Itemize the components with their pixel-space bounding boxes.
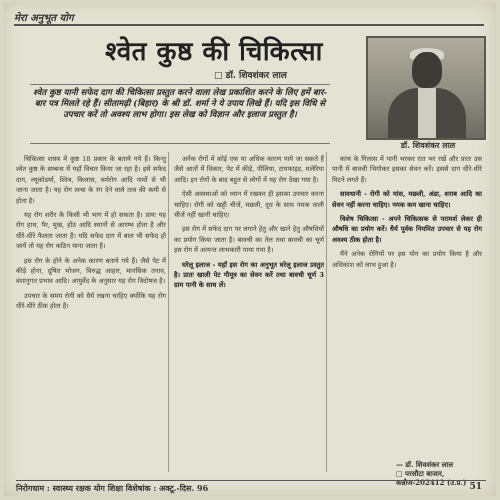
magazine-page [4,2,496,496]
page-footer: निरोगधाम : स्वास्थ्य रक्षक योग शिक्षा विशेषांक : अक्टू.-दिस. 96 [16,480,486,494]
paragraph: चिकित्सा शास्त्र में कुष्ठ 18 प्रकार के बताये गये हैं। किन्तु श्वेत कुष्ठ के सम्बन्ध में यहाँ विचार किया जा रहा है। इसे सफेद दाग, ल्यूकोडर्मा, श्वित्र, किलास, चर्मरोग आदि नामों से भी जाना जाता है। यह रोग त्वचा के रंग देने वाले तत्व की कमी से होता है। [16,155,166,205]
signoff-place: □ परसौटा बाजार, [396,469,445,478]
article-byline: □ डॉ. शिवशंकर लाल [214,71,287,81]
paragraph: इस रोग के होने के अनेक कारण बताये गये हैं। जैसे पेट में कीड़े होना, दूषित भोजन, विरुद्ध आहार, मानसिक तनाव, वंशानुगत प्रभाव आदि। आयुर्वेद के अनुसार यह रोग त्रिदोषज है। [16,256,166,286]
article-title: श्वेत कुष्ठ की चिकित्सा [105,37,323,67]
section-header: मेरा अनुभूत योग [14,13,74,24]
paragraph: अनेक रोगों में कोई एक या अधिक कारण पाये जा सकते हैं जैसे आतों में विकार, पेट में कीड़े, पीलिया, टायफाइड, मलेरिया आदि। इन रोगों के बाद बहुत से लोगों में यह रोग देखा गया है। [174,155,324,184]
header-rule [14,24,484,26]
photo-figure-head [412,52,442,88]
article-intro: श्वेत कुष्ठ यानी सफेद दाग की चिकित्सा प्रस्तुत करने वाला लेख प्रकाशित करने के लिए हमें बार-बार पत्र मिलते रहे हैं। सीतामढ़ी (बिहार) के श्री डॉ. शर्मा ने ये उपाय लिखे हैं। यदि इस विधि से उपचार करें तो अवश्य लाभ होगा। इस लेख को विज्ञान और इलाज प्रस्तुत है। [33,88,327,120]
photo-figure-shirt [418,88,436,138]
text-column-2 [174,154,324,474]
author-photo [366,36,486,140]
paragraph-precaution: सावधानी - रोगी को मांस, मछली, अंडा, शराब आदि का सेवन नहीं करना चाहिए। नमक कम खाना चाहिए। [332,190,482,209]
paragraph-special-treatment: विशेष चिकित्सा - अपने चिकित्सक से परामर्श लेकर ही औषधि का प्रयोग करें। धैर्य पूर्वक नियमित उपचार से यह रोग अवश्य ठीक होता है। [332,215,482,244]
paragraph: मैंने अनेक रोगियों पर इस योग का प्रयोग किया है और अधिकांश को लाभ हुआ है। [332,250,482,269]
paragraph: इस रोग में सफेद दाग पर लगाने हेतु और खाने हेतु औषधियों का प्रयोग किया जाता है। बावची का तेल तथा बावची का चूर्ण इस रोग में अत्यन्त लाभकारी पाया गया है। [174,225,324,255]
page-number: 51 [469,482,482,492]
photo-caption: डॉ. शिवशंकर लाल [400,140,456,150]
paragraph: उपचार के समय रोगी को धैर्य रखना चाहिए क्योंकि यह रोग धीरे-धीरे ठीक होता है। [16,291,166,311]
paragraph: कांच के गिलास में पानी भरकर रात भर रखें और प्रातः उस पानी में बावची भिगोकर इसका सेवन करें। इससे दाग धीरे-धीरे मिटने लगते हैं। [332,155,482,184]
signoff-author: — डॉ. शिवशंकर लाल [396,460,454,469]
paragraph-home-remedy: घरेलू इलाज - यहाँ इस रोग का अनुभूत घरेलू इलाज प्रस्तुत है। प्रातः खाली पेट गौमूत्र का सेवन करें तथा बावची चूर्ण 3 ग्राम पानी के साथ लें। [174,260,324,290]
paragraph: ऐसी अवस्थाओं को ध्यान में रखकर ही इसका उपचार करना चाहिए। रोगी को खट्टी चीजें, मछली, दूध के साथ नमक वाली चीजें नहीं खानी चाहिए। [174,190,324,220]
signoff-city: कन्नौज-202412 (उ.प्र.) [396,478,467,487]
paragraph: यह रोग शरीर के किसी भी भाग में हो सकता है। प्रायः यह रोग हाथ, पैर, मुख, होंठ आदि स्थानों से आरम्भ होता है और धीरे-धीरे फैलता जाता है। यदि सफेद दाग में बाल भी सफेद हो जायें तो यह रोग कठिन माना जाता है। [16,211,166,251]
text-column-3 [332,154,482,454]
column-divider [168,152,169,472]
text-column-1 [16,154,166,474]
column-divider [326,152,327,472]
